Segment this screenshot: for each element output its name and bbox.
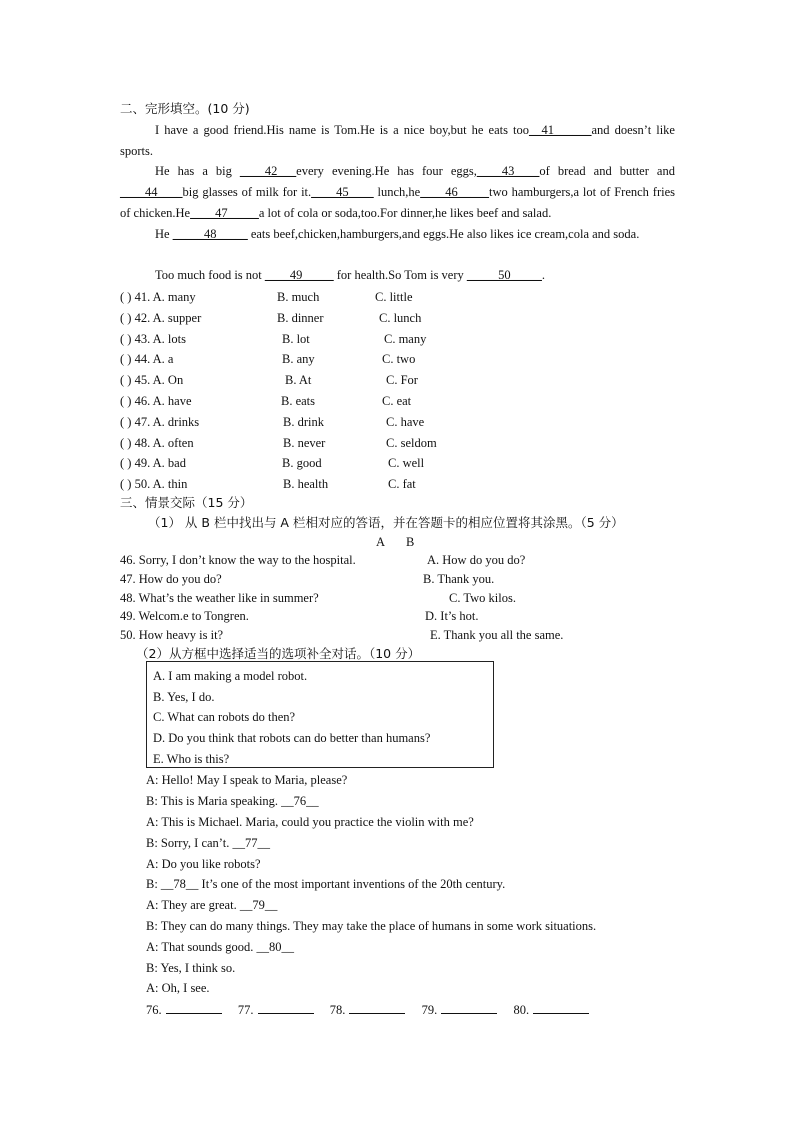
blank-45: ____45____ bbox=[311, 184, 374, 199]
question-42-stem: ( ) 42. A. supper bbox=[120, 311, 202, 325]
blank-44: ____44____ bbox=[120, 184, 183, 199]
match-row-48-b: C. Two kilos. bbox=[449, 591, 516, 605]
question-44-option-b: B. any bbox=[282, 352, 315, 366]
match-row-46-a: 46. Sorry, I don’t know the way to the hospital. bbox=[120, 553, 356, 567]
question-42-option-c: C. lunch bbox=[379, 311, 422, 325]
answer-77-blank[interactable] bbox=[258, 1001, 314, 1014]
blank-50: _____50_____ bbox=[466, 268, 542, 282]
question-46-stem: ( ) 46. A. have bbox=[120, 394, 192, 408]
question-48-option-b: B. never bbox=[283, 436, 326, 450]
passage-paragraph-2: He has a big ____42___every evening.He has four eggs,____43____of bread and butter and ____44____big glasses of milk for it.____45____ lunch,he____46_____two hamburgers,a lot of French fries of chicken.He____47_____a lot of cola or soda,too.For dinner,he likes beef and salad. bbox=[120, 164, 675, 220]
dialogue-line-4: B: Sorry, I can’t. __77__ bbox=[146, 836, 270, 850]
answer-78-blank[interactable] bbox=[349, 1001, 405, 1014]
match-row-48-a: 48. What’s the weather like in summer? bbox=[120, 591, 319, 605]
answer-77-label: 77. bbox=[237, 1003, 254, 1017]
option-e: E. Who is this? bbox=[153, 752, 230, 766]
question-49-stem: ( ) 49. A. bad bbox=[120, 456, 186, 470]
question-44-stem: ( ) 44. A. a bbox=[120, 352, 174, 366]
answer-79-label: 79. bbox=[421, 1003, 438, 1017]
section3-title: 三、情景交际（15 分） bbox=[120, 495, 253, 510]
blank-48: _____48_____ bbox=[172, 227, 248, 241]
match-row-50-a: 50. How heavy is it? bbox=[120, 628, 224, 642]
option-c: C. What can robots do then? bbox=[153, 710, 296, 724]
blank-43: ____43____ bbox=[476, 164, 540, 178]
question-50-stem: ( ) 50. A. thin bbox=[120, 477, 188, 491]
dialogue-line-3: A: This is Michael. Maria, could you practice the violin with me? bbox=[146, 815, 474, 829]
answer-line bbox=[146, 1001, 589, 1018]
answer-76-label: 76. bbox=[146, 1003, 162, 1017]
match-row-50-b: E. Thank you all the same. bbox=[430, 628, 564, 642]
match-row-47-b: B. Thank you. bbox=[423, 572, 495, 586]
answer-76-blank[interactable] bbox=[166, 1001, 222, 1014]
column-b-header: B bbox=[406, 535, 415, 549]
passage-paragraph-3: He _____48_____ eats beef,chicken,hamburgers,and eggs.He also likes ice cream,cola and soda. bbox=[155, 227, 640, 241]
blank-49: ____49_____ bbox=[264, 268, 334, 282]
question-49-option-c: C. well bbox=[388, 456, 425, 470]
match-row-49-b: D. It’s hot. bbox=[425, 609, 479, 623]
section2-title: 二、完形填空。(10 分) bbox=[120, 101, 250, 116]
answer-80-label: 80. bbox=[513, 1003, 530, 1017]
passage-paragraph-1: I have a good friend.His name is Tom.He is a nice boy,but he eats too__41______and doesn’t like sports. bbox=[120, 123, 675, 158]
dialogue-line-5: A: Do you like robots? bbox=[146, 857, 261, 871]
question-45-option-b: B. At bbox=[285, 373, 312, 387]
question-41-stem: ( ) 41. A. many bbox=[120, 290, 196, 304]
option-b: B. Yes, I do. bbox=[153, 690, 215, 704]
question-45-option-c: C. For bbox=[386, 373, 418, 387]
question-49-option-b: B. good bbox=[282, 456, 322, 470]
question-45-stem: ( ) 45. A. On bbox=[120, 373, 184, 387]
passage-paragraph-4: Too much food is not ____49_____ for health.So Tom is very _____50_____. bbox=[155, 268, 546, 282]
match-row-46-b: A. How do you do? bbox=[427, 553, 526, 567]
question-47-option-c: C. have bbox=[386, 415, 425, 429]
blank-47: ____47_____ bbox=[190, 205, 259, 220]
question-42-option-b: B. dinner bbox=[277, 311, 324, 325]
dialogue-line-11: A: Oh, I see. bbox=[146, 981, 210, 995]
part2-instruction: （2）从方框中选择适当的选项补全对话。（10 分） bbox=[136, 646, 421, 661]
dialogue-line-8: B: They can do many things. They may take the place of humans in some work situations. bbox=[146, 919, 597, 933]
question-43-option-b: B. lot bbox=[282, 332, 310, 346]
question-47-stem: ( ) 47. A. drinks bbox=[120, 415, 200, 429]
question-43-option-c: C. many bbox=[384, 332, 427, 346]
part1-instruction: （1） 从 B 栏中找出与 A 栏相对应的答语，并在答题卡的相应位置将其涂黑。（5 分） bbox=[148, 515, 624, 530]
column-a-header: A bbox=[376, 535, 386, 549]
question-46-option-c: C. eat bbox=[382, 394, 412, 408]
question-47-option-b: B. drink bbox=[283, 415, 324, 429]
dialogue-line-7: A: They are great. __79__ bbox=[146, 898, 278, 912]
match-row-47-a: 47. How do you do? bbox=[120, 572, 222, 586]
question-43-stem: ( ) 43. A. lots bbox=[120, 332, 186, 346]
option-a: A. I am making a model robot. bbox=[153, 669, 308, 683]
question-48-option-c: C. seldom bbox=[386, 436, 437, 450]
question-41-option-b: B. much bbox=[277, 290, 320, 304]
dialogue-line-6: B: __78__ It’s one of the most important inventions of the 20th century. bbox=[146, 877, 506, 891]
answer-79-blank[interactable] bbox=[441, 1001, 497, 1014]
dialogue-line-2: B: This is Maria speaking. __76__ bbox=[146, 794, 319, 808]
question-50-option-c: C. fat bbox=[388, 477, 416, 491]
dialogue-line-10: B: Yes, I think so. bbox=[146, 961, 236, 975]
option-d: D. Do you think that robots can do better than humans? bbox=[153, 731, 431, 745]
dialogue-line-1: A: Hello! May I speak to Maria, please? bbox=[146, 773, 348, 787]
blank-46: ____46_____ bbox=[420, 184, 489, 199]
question-48-stem: ( ) 48. A. often bbox=[120, 436, 194, 450]
dialogue-line-9: A: That sounds good. __80__ bbox=[146, 940, 295, 954]
question-41-option-c: C. little bbox=[375, 290, 413, 304]
match-row-49-a: 49. Welcom.e to Tongren. bbox=[120, 609, 249, 623]
answer-80-blank[interactable] bbox=[533, 1001, 589, 1014]
answer-78-label: 78. bbox=[329, 1003, 346, 1017]
options-box bbox=[146, 661, 494, 768]
question-44-option-c: C. two bbox=[382, 352, 416, 366]
question-50-option-b: B. health bbox=[283, 477, 329, 491]
blank-42: ____42___ bbox=[239, 164, 297, 178]
blank-41: __41______ bbox=[529, 123, 592, 137]
question-46-option-b: B. eats bbox=[281, 394, 316, 408]
